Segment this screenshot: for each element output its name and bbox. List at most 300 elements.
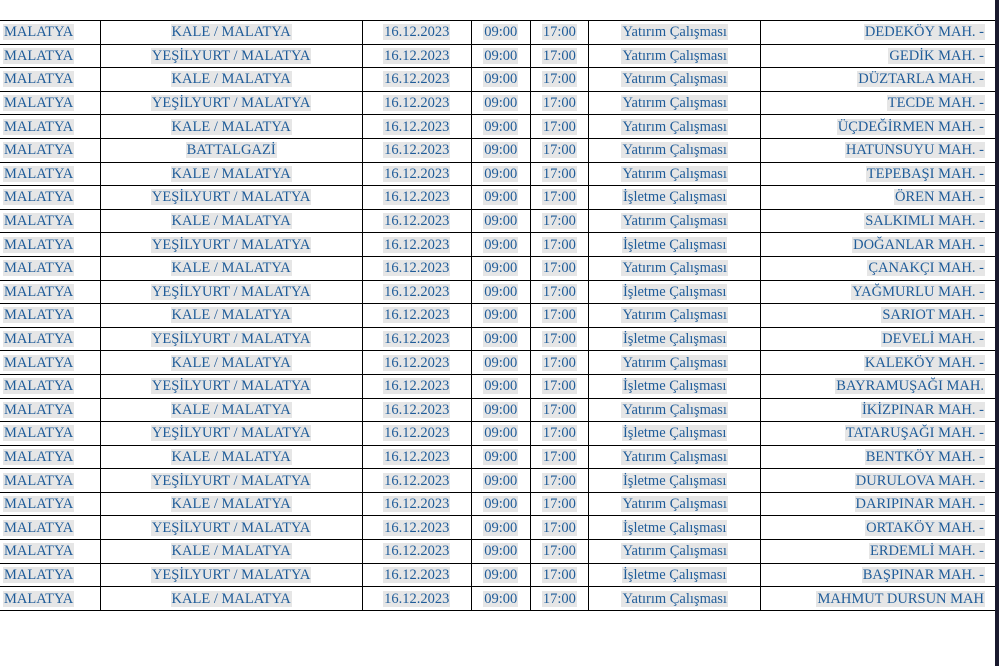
date-cell-text: 16.12.2023 <box>384 378 450 395</box>
start-time-cell <box>471 138 530 162</box>
neighborhood-cell-text: MAHMUT DURSUN MAH <box>817 590 984 607</box>
neighborhood-cell <box>761 516 999 540</box>
city-cell-text: MALATYA <box>4 236 74 253</box>
end-time-cell-text: 17:00 <box>542 590 576 607</box>
date-cell-text: 16.12.2023 <box>384 472 450 489</box>
district-cell-text: YEŞİLYURT / MALATYA <box>151 378 311 395</box>
district-cell <box>100 68 362 92</box>
table-row <box>0 138 999 162</box>
end-time-cell <box>530 209 589 233</box>
neighborhood-cell <box>761 186 999 210</box>
date-cell-text: 16.12.2023 <box>384 590 450 607</box>
district-cell-text: KALE / MALATYA <box>171 24 291 41</box>
district-cell <box>100 115 362 139</box>
district-cell-text: KALE / MALATYA <box>171 543 291 560</box>
date-cell <box>362 327 471 351</box>
city-cell <box>0 186 100 210</box>
date-cell <box>362 21 471 45</box>
district-cell <box>100 540 362 564</box>
city-cell <box>0 563 100 587</box>
neighborhood-cell <box>761 374 999 398</box>
date-cell <box>362 186 471 210</box>
start-time-cell <box>471 563 530 587</box>
date-cell <box>362 91 471 115</box>
start-time-cell <box>471 233 530 257</box>
date-cell <box>362 209 471 233</box>
work-type-cell-text: Yatırım Çalışması <box>622 307 727 324</box>
district-cell <box>100 563 362 587</box>
neighborhood-cell-text: ÖREN MAH. - <box>894 189 984 206</box>
city-cell-text: MALATYA <box>4 590 74 607</box>
window-edge <box>995 0 999 666</box>
table-row <box>0 162 999 186</box>
work-type-cell-text: İşletme Çalışması <box>622 472 727 489</box>
city-cell <box>0 374 100 398</box>
neighborhood-cell <box>761 422 999 446</box>
start-time-cell <box>471 469 530 493</box>
table-row <box>0 422 999 446</box>
end-time-cell-text: 17:00 <box>542 95 576 112</box>
start-time-cell <box>471 44 530 68</box>
city-cell-text: MALATYA <box>4 24 74 41</box>
city-cell-text: MALATYA <box>4 354 74 371</box>
city-cell <box>0 256 100 280</box>
work-type-cell <box>589 209 761 233</box>
district-cell-text: KALE / MALATYA <box>171 165 291 182</box>
city-cell <box>0 540 100 564</box>
date-cell <box>362 115 471 139</box>
city-cell <box>0 138 100 162</box>
end-time-cell-text: 17:00 <box>542 448 576 465</box>
work-type-cell-text: Yatırım Çalışması <box>622 213 727 230</box>
work-type-cell-text: İşletme Çalışması <box>622 425 727 442</box>
city-cell <box>0 492 100 516</box>
city-cell <box>0 68 100 92</box>
neighborhood-cell <box>761 280 999 304</box>
district-cell <box>100 422 362 446</box>
table-body <box>0 21 999 611</box>
city-cell-text: MALATYA <box>4 95 74 112</box>
neighborhood-cell <box>761 44 999 68</box>
end-time-cell <box>530 256 589 280</box>
city-cell-text: MALATYA <box>4 142 74 159</box>
district-cell-text: KALE / MALATYA <box>171 260 291 277</box>
city-cell-text: MALATYA <box>4 118 74 135</box>
date-cell <box>362 587 471 611</box>
city-cell-text: MALATYA <box>4 519 74 536</box>
end-time-cell <box>530 351 589 375</box>
end-time-cell-text: 17:00 <box>542 307 576 324</box>
work-type-cell-text: İşletme Çalışması <box>622 283 727 300</box>
work-type-cell-text: Yatırım Çalışması <box>622 260 727 277</box>
city-cell <box>0 21 100 45</box>
district-cell-text: BATTALGAZİ <box>186 142 276 159</box>
work-type-cell-text: Yatırım Çalışması <box>622 496 727 513</box>
work-type-cell <box>589 115 761 139</box>
work-type-cell <box>589 21 761 45</box>
city-cell <box>0 469 100 493</box>
end-time-cell-text: 17:00 <box>542 496 576 513</box>
city-cell-text: MALATYA <box>4 307 74 324</box>
start-time-cell-text: 09:00 <box>484 142 518 159</box>
start-time-cell-text: 09:00 <box>484 260 518 277</box>
end-time-cell-text: 17:00 <box>542 425 576 442</box>
district-cell-text: YEŞİLYURT / MALATYA <box>151 236 311 253</box>
city-cell-text: MALATYA <box>4 425 74 442</box>
end-time-cell-text: 17:00 <box>542 260 576 277</box>
end-time-cell <box>530 162 589 186</box>
district-cell-text: YEŞİLYURT / MALATYA <box>151 189 311 206</box>
work-type-cell-text: Yatırım Çalışması <box>622 95 727 112</box>
end-time-cell <box>530 516 589 540</box>
end-time-cell <box>530 186 589 210</box>
district-cell-text: KALE / MALATYA <box>171 118 291 135</box>
start-time-cell-text: 09:00 <box>484 448 518 465</box>
work-type-cell-text: İşletme Çalışması <box>622 519 727 536</box>
end-time-cell <box>530 304 589 328</box>
table-row <box>0 91 999 115</box>
neighborhood-cell <box>761 162 999 186</box>
date-cell-text: 16.12.2023 <box>384 283 450 300</box>
district-cell <box>100 138 362 162</box>
city-cell <box>0 209 100 233</box>
city-cell-text: MALATYA <box>4 260 74 277</box>
start-time-cell <box>471 445 530 469</box>
end-time-cell-text: 17:00 <box>542 543 576 560</box>
work-type-cell <box>589 233 761 257</box>
work-type-cell <box>589 304 761 328</box>
table-row <box>0 587 999 611</box>
work-type-cell <box>589 540 761 564</box>
work-type-cell-text: Yatırım Çalışması <box>622 401 727 418</box>
start-time-cell-text: 09:00 <box>484 71 518 88</box>
end-time-cell-text: 17:00 <box>542 213 576 230</box>
start-time-cell <box>471 91 530 115</box>
city-cell <box>0 327 100 351</box>
start-time-cell-text: 09:00 <box>484 590 518 607</box>
date-cell-text: 16.12.2023 <box>384 95 450 112</box>
neighborhood-cell <box>761 138 999 162</box>
neighborhood-cell-text: ÜÇDEĞİRMEN MAH. - <box>837 118 984 135</box>
table-row <box>0 44 999 68</box>
district-cell <box>100 233 362 257</box>
table-row <box>0 516 999 540</box>
outage-table <box>0 20 999 611</box>
start-time-cell <box>471 21 530 45</box>
end-time-cell-text: 17:00 <box>542 24 576 41</box>
date-cell-text: 16.12.2023 <box>384 71 450 88</box>
neighborhood-cell <box>761 492 999 516</box>
table-row <box>0 445 999 469</box>
district-cell-text: YEŞİLYURT / MALATYA <box>151 283 311 300</box>
end-time-cell-text: 17:00 <box>542 165 576 182</box>
district-cell <box>100 469 362 493</box>
district-cell <box>100 327 362 351</box>
table-row <box>0 256 999 280</box>
start-time-cell <box>471 516 530 540</box>
end-time-cell-text: 17:00 <box>542 71 576 88</box>
date-cell-text: 16.12.2023 <box>384 213 450 230</box>
neighborhood-cell-text: BENTKÖY MAH. - <box>865 448 984 465</box>
district-cell <box>100 587 362 611</box>
start-time-cell <box>471 422 530 446</box>
city-cell-text: MALATYA <box>4 331 74 348</box>
date-cell <box>362 256 471 280</box>
end-time-cell-text: 17:00 <box>542 331 576 348</box>
city-cell <box>0 351 100 375</box>
end-time-cell <box>530 445 589 469</box>
start-time-cell-text: 09:00 <box>484 331 518 348</box>
end-time-cell <box>530 587 589 611</box>
end-time-cell-text: 17:00 <box>542 519 576 536</box>
table-row <box>0 209 999 233</box>
date-cell-text: 16.12.2023 <box>384 496 450 513</box>
date-cell <box>362 469 471 493</box>
neighborhood-cell-text: DARIPINAR MAH. - <box>855 496 984 513</box>
end-time-cell <box>530 280 589 304</box>
end-time-cell-text: 17:00 <box>542 401 576 418</box>
work-type-cell-text: İşletme Çalışması <box>622 189 727 206</box>
district-cell-text: KALE / MALATYA <box>171 307 291 324</box>
work-type-cell-text: Yatırım Çalışması <box>622 118 727 135</box>
end-time-cell <box>530 469 589 493</box>
date-cell <box>362 162 471 186</box>
date-cell <box>362 233 471 257</box>
neighborhood-cell-text: İKİZPINAR MAH. - <box>861 401 984 418</box>
district-cell-text: YEŞİLYURT / MALATYA <box>151 566 311 583</box>
work-type-cell <box>589 398 761 422</box>
start-time-cell-text: 09:00 <box>484 519 518 536</box>
table-row <box>0 492 999 516</box>
district-cell <box>100 280 362 304</box>
start-time-cell <box>471 68 530 92</box>
start-time-cell-text: 09:00 <box>484 354 518 371</box>
neighborhood-cell <box>761 91 999 115</box>
start-time-cell <box>471 587 530 611</box>
table-row <box>0 280 999 304</box>
city-cell-text: MALATYA <box>4 448 74 465</box>
start-time-cell-text: 09:00 <box>484 95 518 112</box>
neighborhood-cell-text: TATARUŞAĞI MAH. - <box>845 425 984 442</box>
date-cell-text: 16.12.2023 <box>384 165 450 182</box>
district-cell-text: YEŞİLYURT / MALATYA <box>151 331 311 348</box>
city-cell <box>0 115 100 139</box>
end-time-cell-text: 17:00 <box>542 378 576 395</box>
end-time-cell <box>530 21 589 45</box>
start-time-cell <box>471 162 530 186</box>
table-row <box>0 398 999 422</box>
neighborhood-cell <box>761 304 999 328</box>
start-time-cell-text: 09:00 <box>484 378 518 395</box>
work-type-cell <box>589 162 761 186</box>
end-time-cell <box>530 68 589 92</box>
city-cell <box>0 422 100 446</box>
district-cell <box>100 516 362 540</box>
start-time-cell <box>471 280 530 304</box>
date-cell-text: 16.12.2023 <box>384 354 450 371</box>
date-cell <box>362 445 471 469</box>
city-cell-text: MALATYA <box>4 165 74 182</box>
start-time-cell-text: 09:00 <box>484 566 518 583</box>
neighborhood-cell-text: BAYRAMUŞAĞI MAH. <box>836 378 984 395</box>
date-cell <box>362 374 471 398</box>
city-cell-text: MALATYA <box>4 213 74 230</box>
start-time-cell-text: 09:00 <box>484 47 518 64</box>
work-type-cell-text: Yatırım Çalışması <box>622 543 727 560</box>
work-type-cell <box>589 351 761 375</box>
work-type-cell <box>589 327 761 351</box>
table-row <box>0 563 999 587</box>
start-time-cell <box>471 540 530 564</box>
date-cell <box>362 138 471 162</box>
work-type-cell-text: İşletme Çalışması <box>622 236 727 253</box>
end-time-cell <box>530 91 589 115</box>
table-row <box>0 304 999 328</box>
date-cell-text: 16.12.2023 <box>384 260 450 277</box>
neighborhood-cell <box>761 445 999 469</box>
end-time-cell <box>530 563 589 587</box>
city-cell <box>0 233 100 257</box>
city-cell-text: MALATYA <box>4 566 74 583</box>
start-time-cell <box>471 492 530 516</box>
city-cell-text: MALATYA <box>4 472 74 489</box>
end-time-cell <box>530 398 589 422</box>
work-type-cell <box>589 256 761 280</box>
neighborhood-cell-text: YAĞMURLU MAH. - <box>852 283 984 300</box>
start-time-cell <box>471 256 530 280</box>
city-cell-text: MALATYA <box>4 283 74 300</box>
city-cell <box>0 445 100 469</box>
district-cell <box>100 445 362 469</box>
work-type-cell-text: Yatırım Çalışması <box>622 448 727 465</box>
work-type-cell <box>589 469 761 493</box>
work-type-cell <box>589 186 761 210</box>
city-cell <box>0 587 100 611</box>
neighborhood-cell-text: ÇANAKÇI MAH. - <box>868 260 984 277</box>
date-cell-text: 16.12.2023 <box>384 142 450 159</box>
date-cell <box>362 422 471 446</box>
work-type-cell <box>589 422 761 446</box>
neighborhood-cell <box>761 209 999 233</box>
start-time-cell-text: 09:00 <box>484 24 518 41</box>
work-type-cell <box>589 68 761 92</box>
table-row <box>0 68 999 92</box>
neighborhood-cell <box>761 327 999 351</box>
start-time-cell-text: 09:00 <box>484 307 518 324</box>
city-cell <box>0 398 100 422</box>
district-cell <box>100 351 362 375</box>
end-time-cell <box>530 233 589 257</box>
city-cell <box>0 162 100 186</box>
city-cell <box>0 91 100 115</box>
table-row <box>0 351 999 375</box>
date-cell-text: 16.12.2023 <box>384 24 450 41</box>
neighborhood-cell-text: DÜZTARLA MAH. - <box>858 71 984 88</box>
work-type-cell-text: Yatırım Çalışması <box>622 165 727 182</box>
date-cell-text: 16.12.2023 <box>384 519 450 536</box>
district-cell <box>100 186 362 210</box>
neighborhood-cell <box>761 115 999 139</box>
date-cell-text: 16.12.2023 <box>384 401 450 418</box>
end-time-cell <box>530 138 589 162</box>
start-time-cell <box>471 374 530 398</box>
city-cell-text: MALATYA <box>4 71 74 88</box>
date-cell <box>362 68 471 92</box>
work-type-cell <box>589 374 761 398</box>
neighborhood-cell-text: DEDEKÖY MAH. - <box>864 24 984 41</box>
work-type-cell <box>589 44 761 68</box>
district-cell <box>100 304 362 328</box>
end-time-cell-text: 17:00 <box>542 566 576 583</box>
date-cell <box>362 540 471 564</box>
table-row <box>0 233 999 257</box>
start-time-cell-text: 09:00 <box>484 236 518 253</box>
start-time-cell-text: 09:00 <box>484 118 518 135</box>
district-cell-text: YEŞİLYURT / MALATYA <box>151 519 311 536</box>
neighborhood-cell-text: KALEKÖY MAH. - <box>864 354 984 371</box>
start-time-cell <box>471 209 530 233</box>
district-cell-text: KALE / MALATYA <box>171 401 291 418</box>
district-cell <box>100 492 362 516</box>
end-time-cell-text: 17:00 <box>542 118 576 135</box>
table-row <box>0 186 999 210</box>
neighborhood-cell <box>761 351 999 375</box>
start-time-cell <box>471 115 530 139</box>
start-time-cell-text: 09:00 <box>484 472 518 489</box>
district-cell-text: KALE / MALATYA <box>171 213 291 230</box>
district-cell-text: YEŞİLYURT / MALATYA <box>151 47 311 64</box>
date-cell-text: 16.12.2023 <box>384 331 450 348</box>
neighborhood-cell-text: HATUNSUYU MAH. - <box>845 142 984 159</box>
date-cell <box>362 398 471 422</box>
start-time-cell-text: 09:00 <box>484 283 518 300</box>
start-time-cell <box>471 398 530 422</box>
end-time-cell <box>530 492 589 516</box>
start-time-cell-text: 09:00 <box>484 189 518 206</box>
neighborhood-cell-text: GEDİK MAH. - <box>889 47 984 64</box>
work-type-cell-text: Yatırım Çalışması <box>622 590 727 607</box>
date-cell-text: 16.12.2023 <box>384 118 450 135</box>
start-time-cell <box>471 186 530 210</box>
neighborhood-cell-text: SARIOT MAH. - <box>882 307 984 324</box>
table-row <box>0 540 999 564</box>
neighborhood-cell-text: BAŞPINAR MAH. - <box>862 566 984 583</box>
end-time-cell <box>530 44 589 68</box>
start-time-cell-text: 09:00 <box>484 213 518 230</box>
table-row <box>0 327 999 351</box>
neighborhood-cell <box>761 398 999 422</box>
work-type-cell <box>589 91 761 115</box>
table-row <box>0 469 999 493</box>
end-time-cell-text: 17:00 <box>542 47 576 64</box>
table-row <box>0 374 999 398</box>
date-cell <box>362 563 471 587</box>
end-time-cell <box>530 327 589 351</box>
work-type-cell-text: İşletme Çalışması <box>622 378 727 395</box>
date-cell-text: 16.12.2023 <box>384 543 450 560</box>
neighborhood-cell <box>761 587 999 611</box>
date-cell <box>362 280 471 304</box>
date-cell-text: 16.12.2023 <box>384 189 450 206</box>
start-time-cell-text: 09:00 <box>484 401 518 418</box>
work-type-cell <box>589 492 761 516</box>
city-cell <box>0 44 100 68</box>
date-cell-text: 16.12.2023 <box>384 236 450 253</box>
neighborhood-cell-text: DURULOVA MAH. - <box>855 472 984 489</box>
neighborhood-cell <box>761 540 999 564</box>
date-cell-text: 16.12.2023 <box>384 425 450 442</box>
date-cell <box>362 516 471 540</box>
